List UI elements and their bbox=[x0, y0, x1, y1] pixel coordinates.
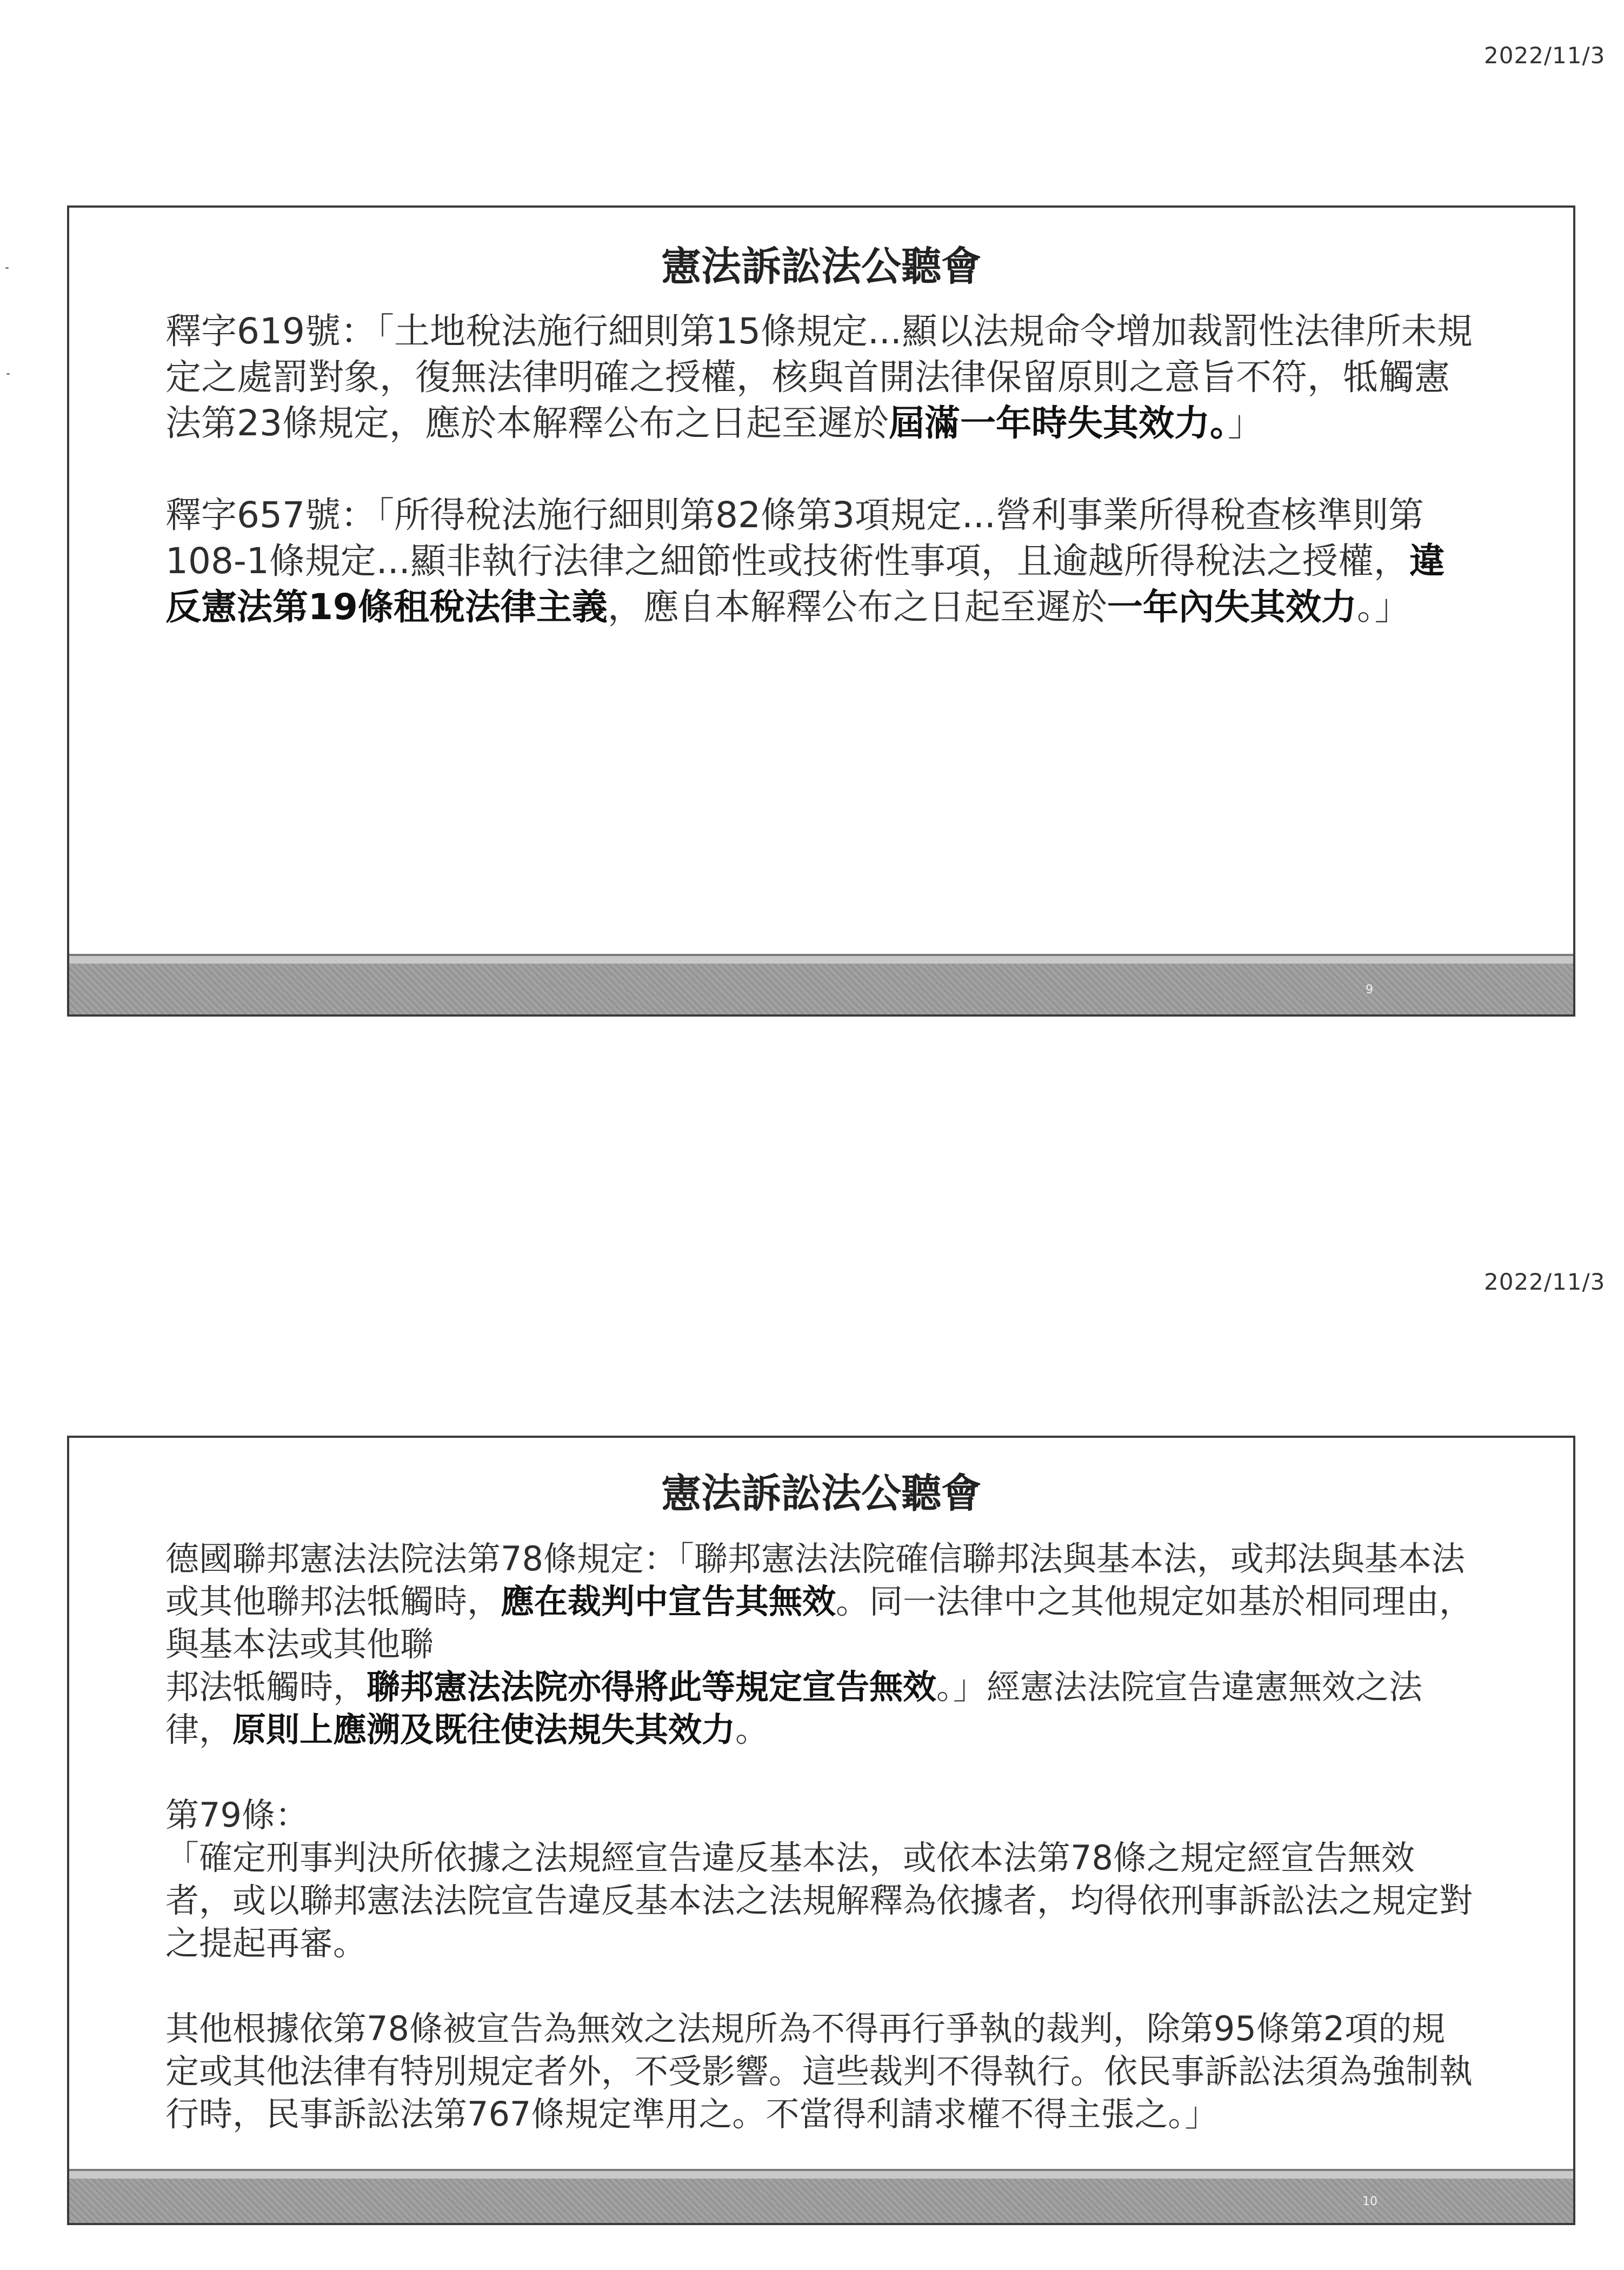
text-run: 德國聯邦憲法法院法第78條規定：「聯邦憲法法院確信聯邦法與基本法，或邦法與基本法或其他聯邦法牴觸時， bbox=[165, 1539, 1465, 1621]
bold-text-run: 屆滿一年時失其效力。 bbox=[888, 402, 1228, 444]
article-78-paragraph bbox=[165, 1537, 1474, 1751]
scan-speck bbox=[6, 373, 10, 375]
slide-footer-bar bbox=[69, 954, 1573, 1014]
text-run: 。 bbox=[735, 1710, 769, 1749]
text-run: 邦法牴觸時， bbox=[165, 1667, 367, 1707]
slide-date: 2022/11/3 bbox=[1484, 1269, 1606, 1295]
article-79-heading: 第79條： bbox=[165, 1795, 309, 1835]
article-79-continued-paragraph: 其他根據依第78條被宣告為無效之法規所為不得再行爭執的裁判，除第95條第2項的規定或其他法律有特別規定者外，不受影響。這些裁判不得執行。依民事訴訟法須為強制執行時，民事訴訟法第767條規定準用之。不當得利請求權不得主張之。」 bbox=[165, 2009, 1473, 2134]
text-run: 釋字619號：「土地稅法施行細則第15條規定...顯以法規命令增加裁罰性法律所未規定之處罰對象，復無法律明確之授權，核與首開法律保留原則之意旨不符，牴觸憲法第23條規定，應於本解釋公布之日起至遲於 bbox=[165, 310, 1473, 444]
text-run: 。同一法律中之其他規定如基於相同理由，與基本法或其他聯 bbox=[165, 1582, 1473, 1664]
bold-text-run: 原則上應溯及既往使法規失其效力 bbox=[232, 1710, 736, 1749]
footer-highlight bbox=[69, 2171, 1573, 2179]
bold-text-run: 應在裁判中宣告其無效 bbox=[501, 1582, 836, 1621]
page-number: 9 bbox=[1366, 983, 1373, 997]
interpretation-657-paragraph bbox=[165, 492, 1474, 630]
bold-text-run: 一年內失其效力 bbox=[1107, 586, 1357, 628]
text-run: ，應自本解釋公布之日起至遲於 bbox=[607, 586, 1107, 628]
slide-10 bbox=[67, 1436, 1575, 2225]
footer-highlight bbox=[69, 956, 1573, 964]
slide-body bbox=[165, 1537, 1474, 2135]
bold-text-run: 違反憲法第19條租稅法律主義 bbox=[165, 540, 1445, 628]
slide-body bbox=[165, 308, 1474, 630]
slide-title: 憲法訴訟法公聽會 bbox=[661, 243, 981, 290]
text-run: 」 bbox=[1227, 402, 1263, 444]
interpretation-619-paragraph bbox=[165, 308, 1474, 446]
slide-date: 2022/11/3 bbox=[1484, 42, 1606, 69]
scan-speck bbox=[5, 267, 9, 269]
slide-footer-bar bbox=[69, 2169, 1573, 2223]
text-run: 。」 bbox=[1356, 586, 1410, 628]
article-79-paragraph: 「確定刑事判決所依據之法規經宣告違反基本法，或依本法第78條之規定經宣告無效者，或以聯邦憲法法院宣告違反基本法之法規解釋為依據者，均得依刑事訴訟法之規定對之提起再審。 bbox=[165, 1838, 1473, 1963]
text-run: 。」經憲法法院宣告違憲無效之法律， bbox=[165, 1667, 1423, 1749]
slide-title: 憲法訴訟法公聽會 bbox=[661, 1470, 981, 1517]
text-run: 釋字657號：「所得稅法施行細則第82條第3項規定...營利事業所得稅查核準則第108-1條規定...顯非執行法律之細節性或技術性事項，且逾越所得稅法之授權， bbox=[165, 494, 1424, 582]
slide-9 bbox=[67, 205, 1575, 1017]
page-number: 10 bbox=[1362, 2195, 1377, 2208]
bold-text-run: 聯邦憲法法院亦得將此等規定宣告無效 bbox=[367, 1667, 937, 1707]
